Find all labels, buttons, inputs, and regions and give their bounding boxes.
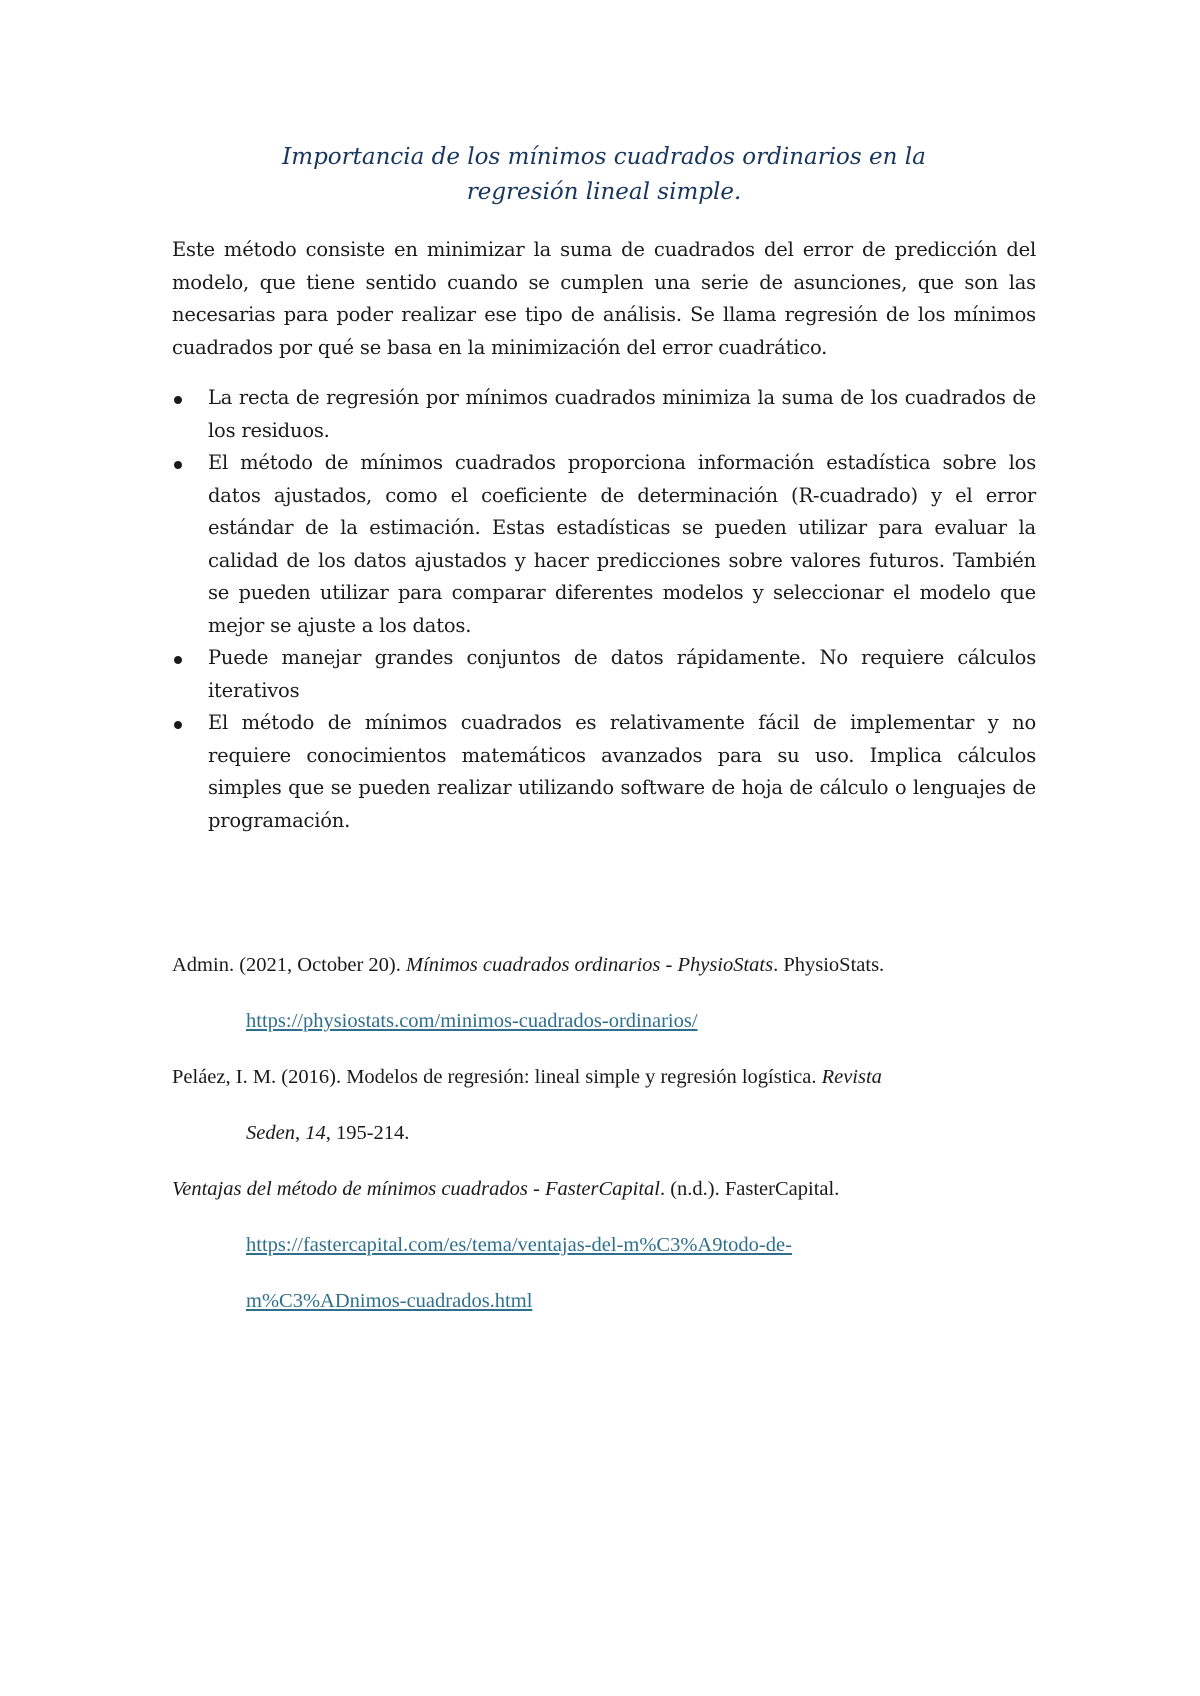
bullet-text: Puede manejar grandes conjuntos de datos rápidamente. No requiere cálculos iterativos (208, 646, 1036, 702)
references-section (172, 937, 1052, 1329)
bullet-item (172, 382, 1036, 447)
reference-fastercapital (172, 1161, 1052, 1329)
intro-paragraph: Este método consiste en minimizar la suma de cuadrados del error de predicción del modelo, que tiene sentido cuando se cumplen una serie de asunciones, que son las necesarias para poder realizar ese tipo de análisis. Se llama regresión de los mínimos cuadrados por qué se basa en la minimización del error cuadrático. (172, 238, 1036, 359)
ref3-link-line-2[interactable]: m%C3%ADnimos-cuadrados.html (246, 1290, 533, 1312)
bullet-item (172, 707, 1036, 837)
bullet-text: El método de mínimos cuadrados proporciona información estadística sobre los datos ajustados, como el coeficiente de determinación (R-cuadrado) y el error estándar de la estimación. Estas estadísticas se pueden utilizar para evaluar la calidad de los datos ajustados y hacer predicciones sobre valores futuros. También se pueden utilizar para comparar diferentes modelos y seleccionar el modelo que mejor se ajuste a los datos. (208, 451, 1036, 637)
bullet-text: El método de mínimos cuadrados es relativamente fácil de implementar y no requiere conocimientos matemáticos avanzados para su uso. Implica cálculos simples que se pueden realizar utilizando software de hoja de cálculo o lenguajes de programación. (208, 711, 1036, 832)
ref2-pages: , 195-214. (325, 1122, 410, 1144)
title-line-1: Importancia de los mínimos cuadrados ordinarios en la (282, 144, 926, 170)
reference-physiostats (172, 937, 1052, 1049)
ref3-title: Ventajas del método de mínimos cuadrados - FasterCapital (172, 1178, 660, 1200)
document-title (172, 140, 1036, 210)
ref3-after-title: . (n.d.). FasterCapital. (659, 1178, 840, 1200)
ref1-after-title: . PhysioStats. (773, 954, 885, 976)
bullet-item (172, 642, 1036, 707)
ref2-text: Peláez, I. M. (2016). Modelos de regresión: lineal simple y regresión logística. (172, 1066, 822, 1088)
bullet-icon (174, 396, 182, 404)
ref1-title: Mínimos cuadrados ordinarios - PhysioStats (406, 954, 774, 976)
title-line-2: regresión lineal simple. (466, 179, 742, 205)
bullet-text: La recta de regresión por mínimos cuadrados minimiza la suma de los cuadrados de los residuos. (208, 386, 1036, 442)
ref2-volume: 14 (305, 1122, 326, 1144)
bullet-icon (174, 461, 182, 469)
ref2-journal-part1: Revista (821, 1066, 882, 1088)
bullet-icon (174, 656, 182, 664)
ref3-link-line-1[interactable]: https://fastercapital.com/es/tema/ventajas-del-m%C3%A9todo-de- (246, 1234, 792, 1256)
ref2-journal-part2: Seden (246, 1122, 295, 1144)
bullet-list (172, 382, 1036, 837)
ref1-link[interactable]: https://physiostats.com/minimos-cuadrados-ordinarios/ (246, 1010, 698, 1032)
bullet-item (172, 447, 1036, 642)
bullet-icon (174, 721, 182, 729)
ref1-author-date: Admin. (2021, October 20). (172, 954, 406, 976)
ref2-sep: , (294, 1122, 306, 1144)
reference-pelaez (172, 1049, 1052, 1161)
